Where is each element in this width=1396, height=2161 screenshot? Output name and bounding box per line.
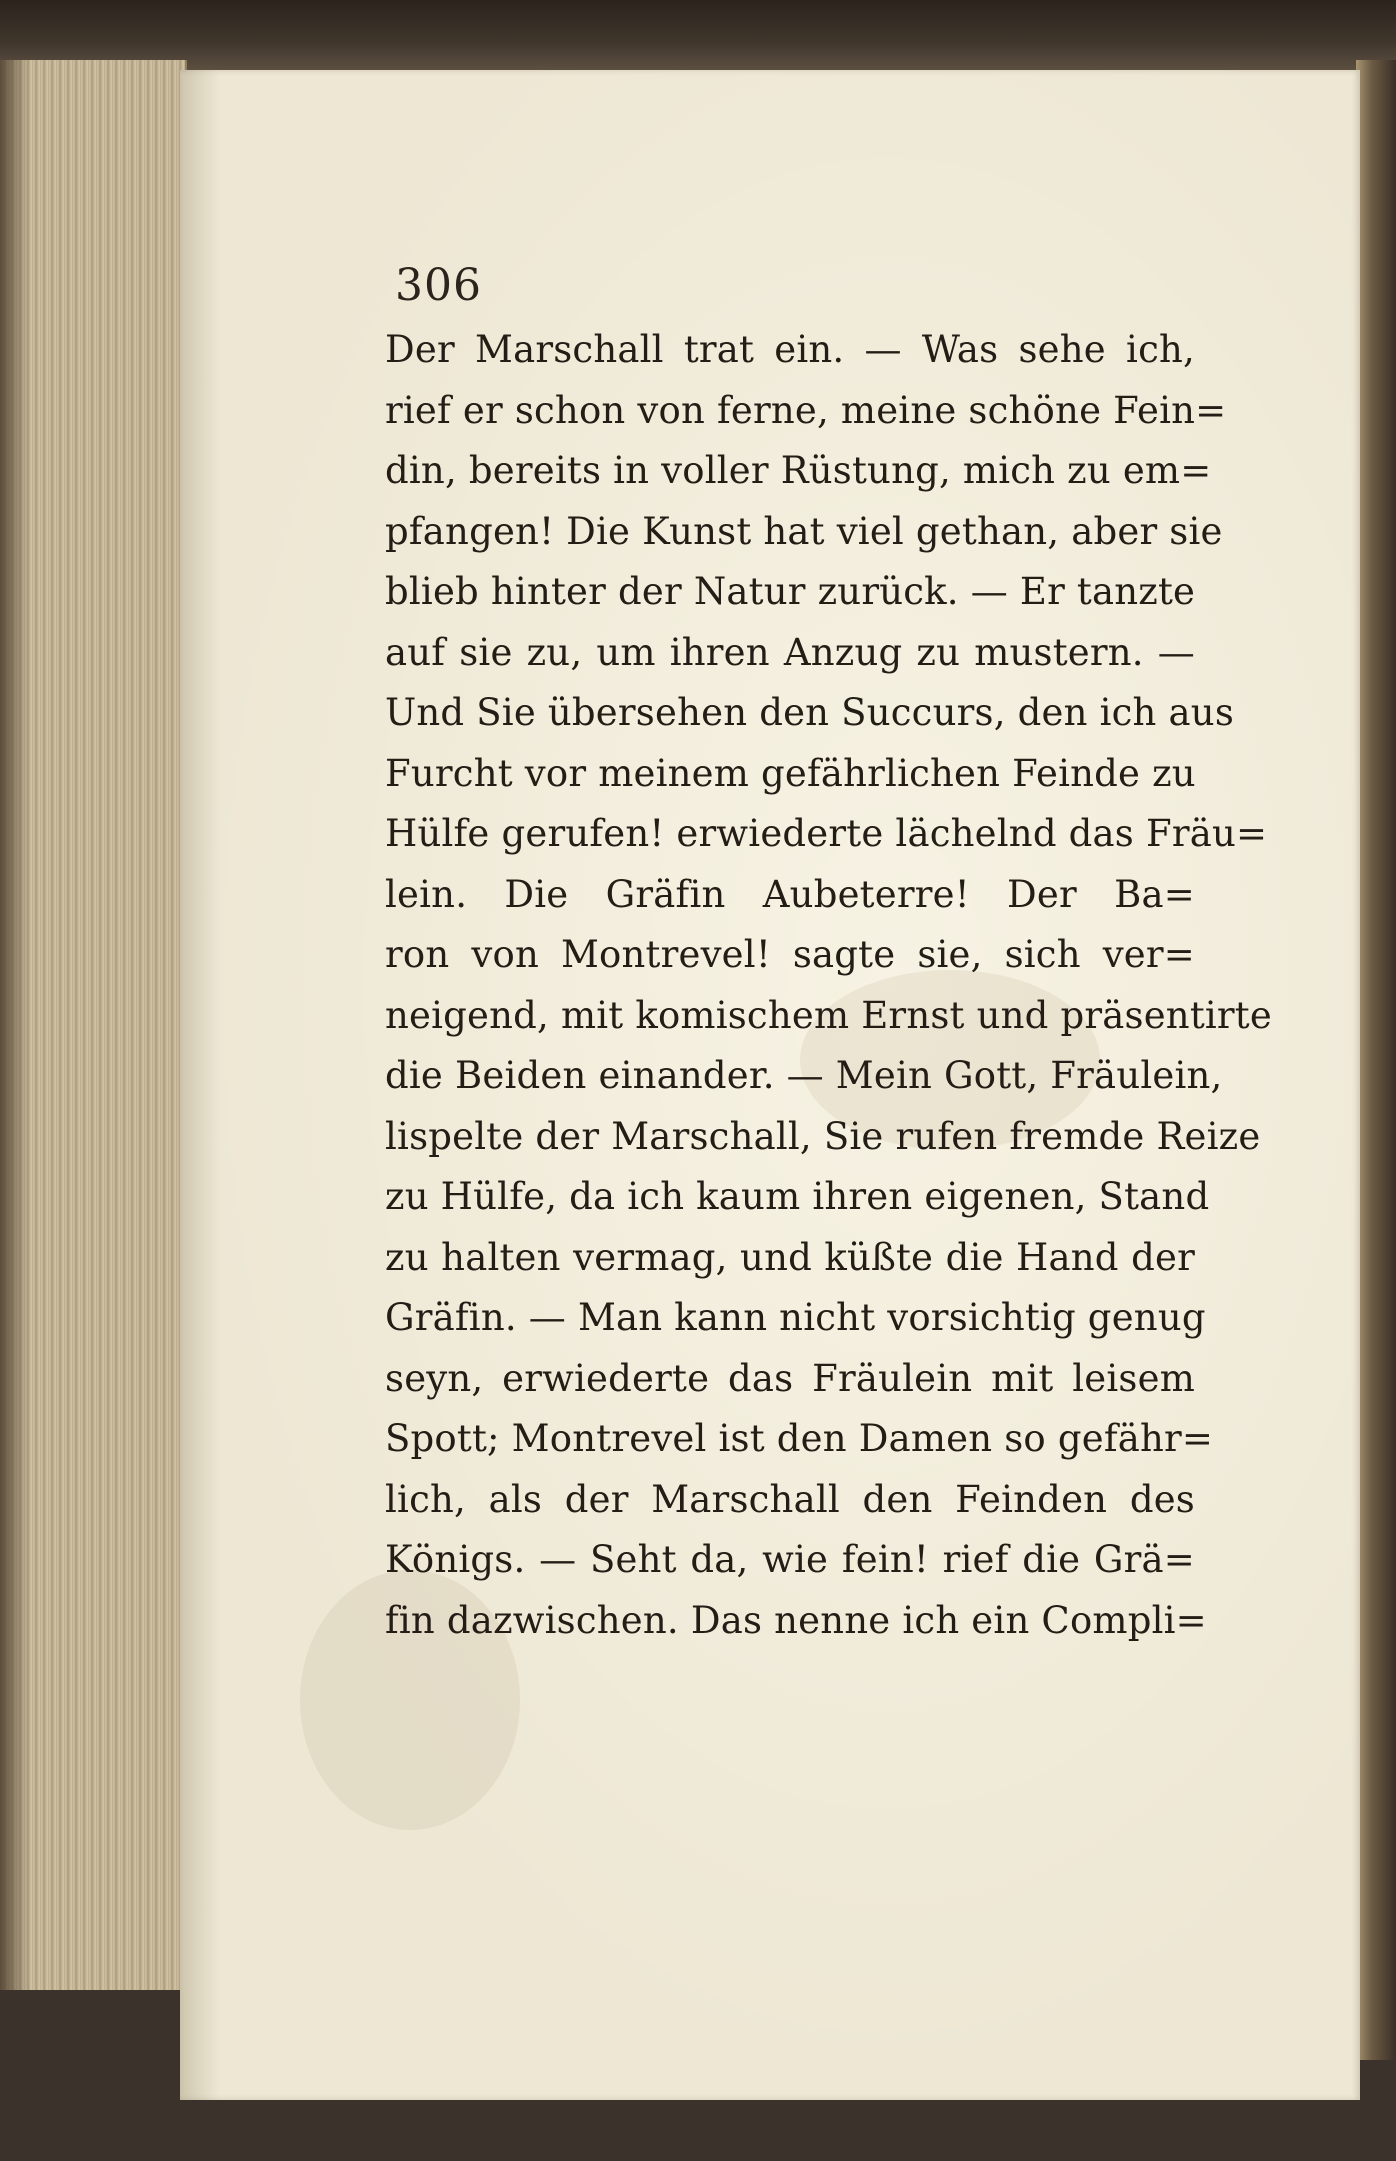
text-line: Der Marschall trat ein. — Was sehe ich, [385, 328, 1195, 371]
text-line: zu halten vermag, und küßte die Hand der [385, 1235, 1195, 1279]
text-line: din, bereits in voller Rüstung, mich zu em= [385, 449, 1212, 492]
text-line: die Beiden einander. — Mein Gott, Fräulein, [385, 1054, 1223, 1097]
text-line: zu Hülfe, da ich kaum ihren eigenen, Stand [385, 1175, 1210, 1218]
text-line: neigend, mit komischem Ernst und präsentirte [385, 993, 1272, 1037]
text-line: pfangen! Die Kunst hat viel gethan, aber sie [385, 509, 1223, 553]
text-line: Spott; Montrevel ist den Damen so gefähr= [385, 1417, 1214, 1460]
text-line: Hülfe gerufen! erwiederte lächelnd das Fräu= [385, 812, 1268, 855]
book-page [180, 70, 1360, 2100]
text-line: ron von Montrevel! sagte sie, sich ver= [385, 933, 1195, 976]
text-line: lich, als der Marschall den Feinden des [385, 1477, 1195, 1521]
text-line: lispelte der Marschall, Sie rufen fremde Reize [385, 1114, 1261, 1158]
text-line: auf sie zu, um ihren Anzug zu mustern. — [385, 630, 1195, 674]
text-line: Königs. — Seht da, wie fein! rief die Grä= [385, 1538, 1195, 1581]
text-line: Und Sie übersehen den Succurs, den ich aus [385, 691, 1235, 734]
text-line: lein. Die Gräfin Aubeterre! Der Ba= [385, 872, 1195, 916]
body-text [385, 320, 1272, 1651]
binding-top-edge [0, 0, 1396, 70]
text-line: fin dazwischen. Das nenne ich ein Compli= [385, 1598, 1207, 1642]
page-number: 306 [395, 260, 482, 311]
page-block-shadow [0, 60, 30, 1990]
cover-board-edge [1356, 60, 1396, 2060]
text-line: Furcht vor meinem gefährlichen Feinde zu [385, 751, 1196, 795]
text-line: blieb hinter der Natur zurück. — Er tanzte [385, 570, 1196, 613]
text-line: seyn, erwiederte das Fräulein mit leisem [385, 1356, 1195, 1400]
text-line: Gräfin. — Man kann nicht vorsichtig genug [385, 1296, 1206, 1339]
text-line: rief er schon von ferne, meine schöne Fein= [385, 388, 1227, 432]
